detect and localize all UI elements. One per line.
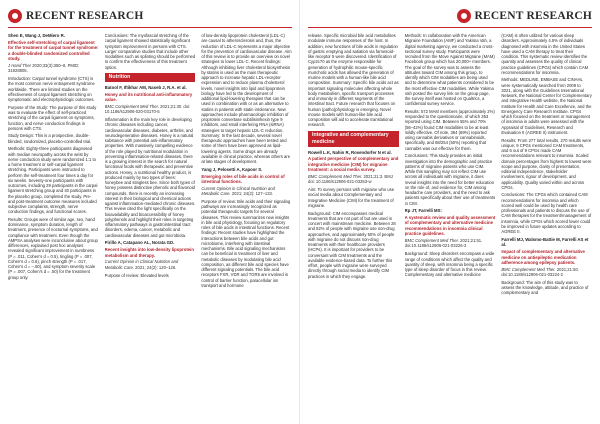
brand-logo	[457, 9, 593, 23]
article-intro: Introduction: Carpal tunnel syndrome (CTS) is the most common nerve entrapment syndrome worldwide. There are limited studies on the effectiveness of carpal ligament stretching on symptomatic and electrophysiologic outcomes.	[8, 76, 95, 103]
article-background: Background: The aim of this study was to assess the knowledge, attitude, and practice of complementary and	[501, 279, 589, 296]
page-header	[8, 8, 292, 24]
article-title: A patient perspective of complementary and integrative medicine (CIM) for migraine treatment: a social media survey.	[308, 156, 399, 173]
article-body: Inflammation is the main key role in developing chronic diseases including cancer, cardiovascular diseases, diabetes, arthritis, and neurodegenerative diseases. Honey is a natural substance with potential anti-inflammatory properties. With massively compelling evidence of the role played by nutritional modulation in preventing inflammation-related diseases, there is a growing interest in the search for natural functional foods with therapeutic and preventive actions. Honey, a nutritional healthy product, is produced mainly by two types of bees: honeybee and stingless bee. Since both types of honey possess distinctive phenolic and flavonoid compounds, there is recently an increasing interest in their biological and chemical actions against inflammation-mediated chronic diseases. This review cited the light specifically on the bioavailability and bioaccessibility of honey polyphenols and highlight their roles in targeting inflammatory pathways in gastrointestinal tract disorders, edema, cancer, metabolic and cardiovascular diseases and gut microbiota.	[104, 117, 196, 238]
brand-title: RECENT RESEARCH	[474, 10, 592, 22]
brand-circle-icon	[8, 9, 22, 23]
article-aim: Aim: To survey persons with migraine who use social media about Complementary and Integrative Medicine (CIM) for the treatment of migraine.	[308, 187, 395, 208]
article-citation: BMC Complement Med Ther. 2021;21:3. BMJ doi: 10.1186/s12906-021-03253-w	[308, 174, 393, 185]
page-header	[308, 8, 592, 24]
article-design: Study Design: This is a prospective, double-blinded, randomized, placebo-controlled trial.	[8, 133, 92, 144]
column-2	[105, 33, 196, 418]
article-background: Background: Sleep disorders encompass a wide range of conditions which affect the quality and quantity of sleep, with insomnia being a specific type of sleep disorder of focus in this review. Complementary and alternative medicine	[404, 251, 495, 278]
article-background: Background: CIM encompasses medical treatments that are not part of but are used in concert with mainstream medicine. Between 28 and 82% of people with migraine use non-drug approaches, and approximately 50% of people with migraine do not discuss non-drug treatments with their healthcare providers (HCPs). It is important for providers to be conversant with CIM treatments and the available evidence-based data. To further this effort, people with migraine were surveyed directly through social media to identify CIM practices in which they engage.	[308, 210, 396, 279]
article-conclusions: Conclusions: The CPGs which contained CAM recommendations for insomnia and which scored well could be used by health care professionals and patients to discuss the use of CAM therapies for the treatment/management of insomnia, while CPGs which scored lower could be improved in future updates according to AGREE II.	[501, 192, 592, 235]
column-2	[405, 33, 496, 418]
article-title: Emerging roles of bile acids in control of intestinal functions.	[201, 173, 285, 184]
article-authors: Shen E, Wang J, DeMiero R.	[8, 33, 65, 38]
column-1	[308, 33, 399, 418]
article-title: Recent insights into low-density lipoprotein metabolism and therapy.	[104, 247, 194, 258]
right-page	[300, 0, 600, 424]
article-citation: J Hand Ther 2020;33(3):350–8. PMID: 31928805.	[8, 63, 80, 74]
article-title: Effective self-stretching of carpal ligament for the treatment of carpal tunnel syndrome: a double-blinded randomized controlled study.	[8, 39, 99, 62]
article-authors: Batool F, Iftikhar AM, Naseb J, R.A. et al.	[104, 84, 187, 90]
article-conclusions: Conclusions: The myofascial stretching of the carpal ligament showed statistically significant symptom improvement in persons with CTS. Larger comparative studies that include other modalities such as splinting should be performed to confirm the effectiveness of this treatment option.	[104, 33, 196, 70]
header-rule	[8, 27, 292, 28]
column-1	[8, 33, 99, 418]
article-methods: Methods: Eighty-three participants diagnosed with median neuropathy across the wrist by nerve conduction study were randomized 1:1 to a home treatment or self-carpal ligament stretching. Participants were instructed to perform the self-treatment four times a day for six weeks. Seventy-one participants with outcomes, including 29 participants in the carpal ligament stretching group and 40 participants in the placebo group, completed the study. Pre- and post-treatment outcome measures included subjective complaints, strength, nerve conduction findings, and functional scores.	[8, 146, 98, 215]
article-title: Impact of complementary and alternative medicine on antiepileptic medication adherence among epilepsy patients.	[501, 249, 585, 265]
article-methods: Methods: MEDLINE, EMBASE and CINAHL were systematically searched from 2009 to 2021, along with the Guidelines International Network, the National Center for Complementary and Integrative Health website, the National Institute for Health and Care Excellence, and the Emergency Care Research Institute. CPGs which focused on the treatment or management of insomnia in adults were assessed with the Appraisal of Guidelines, Research and Evaluation II (AGREE II) instrument.	[501, 77, 592, 135]
article-results: Results: Groups were of similar age, sex, hand dominance, symptom duration, length of treatment, presence of nocturnal symptoms, and compliance with treatment. Even though the AMPSA analyses were inconclusive about group differences, explained post hoc analyses revealed significant improvement in numbness (P = .011, Cohen's d = 0.5), tingling (P = .007, Cohen's d = 0.6), pinch strength (P = .017, Cohen's d = −.50), and symptom severity scale (P = .007, Cohen's d = .50) for the treatment group only.	[8, 216, 98, 280]
article-purpose: Purpose of review: Elevated levels	[104, 272, 169, 278]
article-title: Honey and its nutritional anti-inflammatory value.	[104, 91, 193, 103]
article-title: A systematic review and quality assessment of complementary and alternative medicine recommendations in insomnia clinical practice guidelines.	[404, 215, 496, 237]
article-methods: Methods: In collaboration with the American Migraine Foundation (AMF) and Yakima Vah, a digital marketing agency, we conducted a cross-sectional survey study. Participants were recruited from the Move Against Migraine (MAM) Facebook group which has 20,000+ members. The goal of the survey was to assess the attitudes toward CIM among this group, to identify which CIM modalities are being used and to determine what patients considered to be the most effective CIM modalities. While Yakima Vah posted the survey link on the group page, the survey itself was hosted on Qualtrics, a confidential survey service.	[404, 33, 495, 107]
article-results: Results: 572 MAM members (approximately 2%) responded to the questionnaire, of which 353 reported using CIM. Between 55% and 70% (56–42%) found CIM modalities to be at least mildly effective. Of note, 364 (69%) reported using cannabis derivatives or cannabinoids, specifically, and 68/254 (50%) reporting that cannabis was our effective for them.	[404, 108, 495, 151]
section-heading-cim: Integrative and complementary medicine	[308, 131, 399, 147]
article-authors: Rowell L.K, Nahin R, Rosendorfer N et al.	[308, 149, 392, 155]
article-citation: BMC Complement Med Ther. 2021;21:50. doi:10.1186/s12906-021-03224-2	[501, 266, 579, 278]
article-authors: Yang J, Pelosetti A, Kapoor S.	[201, 166, 263, 172]
article-authors: Rp JT, Farrelli MS:	[404, 208, 442, 214]
article-body: of low-density lipoprotein cholesterol (LDL-C) are causal to atherosclerosis and, thus, the reduction of LDL-C represents a major objective for the prevention of cardiovascular disease. Aim of this review is to provide an overview on novel strategies to lower LDL-C. Recent findings: Although inhibiting liver cholesterol biosynthesis by statins is used as the main therapeutic approach to increase hepatic LDL-receptor expression and to reduce plasma cholesterol levels, novel insights into lipid and lipoprotein biology have led to the development of additional lipid-lowering therapies that can be used in combination with or as an alternative to statins in patients with statin intolerance. New approaches include pharmacologic inhibition of proprotein convertase subtilisin/kexin type 9 inhibitors, and small interfering RNA (siRNA) strategies to target hepatic LDL-C reduction. Summary: In the last decade, several novel therapeutic approaches have been tested and some of them have been approved as lipid-lowering agents. Some drugs are already available in clinical practice, whereas others are at late stages of development.	[201, 33, 292, 164]
article-results: Results: From 277 total results, 270 results were unique; 9 CPGs mentioned CAM treatments, and 6 out of 9 CPGs made CAM recommendations relevant to insomnia. Scaled domain percentages from highest to lowest were scope and purpose, clarity of presentation, editorial independence, stakeholder involvement, rigour of development, and applicability. Quality varied within and across CPGs.	[501, 137, 592, 190]
article-citation: Current Opinion in Clinical Nutrition and Metabolic Care. 2021; 24(2): 120–126.	[104, 259, 179, 270]
article-conclusions: Conclusions: This study provides an initial investigation into the demographic and practice patterns of migraine patients who use CIM. While this sampling may not reflect CIM use across all individuals with migraine, it does reveal insights into the need for better education on the role of, and evidence for, CIM among headache care providers, and the need to ask patients specifically about their use of treatments in CIM.	[404, 153, 496, 206]
article-body: release. Specific microbial bile acid metabolites modulate immune responses of the host. In addition, new functions of bile acids in regulation of gastric emptying and satiation via farnesoid-like receptor 5 were discovered. Identification of Cyp2c70 as the enzyme responsible for generation of hydrophilic mouse-specific muricholic acids has allowed the generation of murine models with a human-like bile acid composition. Summary: Specific bile acids act as important signaling molecules affecting whole body metabolism, specific transport processes and immunity in different segments of the intestinal tract. Future research that focuses on human (patho)physiology is emerging. Novel mouse models with human-like bile acid composition will aid to accelerate translational research.	[308, 33, 399, 128]
brand-circle-icon	[457, 9, 471, 23]
article-body: (CAM) is often utilized for various sleep disorders. Approximately 4.5% of individuals diagnosed with insomnia in the United States have used a CAM therapy to treat their condition. This systematic review identifies the quantity and assesses the quality of clinical practice guidelines (CPGs) which contain CAM recommendations for insomnia.	[501, 33, 589, 75]
brand-title: RECENT RESEARCH	[26, 10, 144, 22]
article-authors: Farrelli MJ, Walsmo-Battie M, Farrelli AS et al.	[501, 236, 589, 248]
article-purpose: Purpose of the Study: The purpose of this study was to evaluate the effect of self-practiced stretching of the carpal ligament on symptoms, function, and nerve conduction findings in persons with CTS.	[8, 104, 97, 131]
article-authors: Pirillo A, Catapano AL, Norata GD.	[104, 240, 175, 246]
article-citation: BMC Complement Med Ther. 2021;21:51. doi:10.1186/s12906-021-03226-3	[404, 238, 483, 249]
article-citation: Current Opinion in Clinical Nutrition and Metabolic Care. 2021; 24(2): 127–133.	[201, 185, 275, 197]
brand-logo	[8, 9, 144, 23]
article-citation: BMC Complement Med Ther. 2021;21:30. doi: 10.1186/s12906-020-03170-5	[104, 103, 191, 115]
header-rule	[308, 27, 592, 28]
section-heading-nutrition: Nutrition	[105, 73, 196, 82]
article-purpose: Purpose of review: Bile acids and their signaling pathways are increasingly recognized as potential therapeutic targets for several diseases. This review summarizes new insights in bile acid physiology, focusing on regulatory roles of bile acids in intestinal functions. Recent findings: Recent studies have highlighted the interactions between bile acids and gut microbiome, interfering with intestinal mechanisms. Bile acid signaling mechanisms can be beneficial in treatment of liver and metabolic diseases by modulating bile acid composition, as different bile acid species have different signaling potentials. The bile acid receptors FXR, VDR and TGR5 are involved in control of barrier function, paracellular ion transport and hormone	[201, 198, 291, 288]
column-3	[201, 33, 292, 418]
column-3	[501, 33, 592, 418]
